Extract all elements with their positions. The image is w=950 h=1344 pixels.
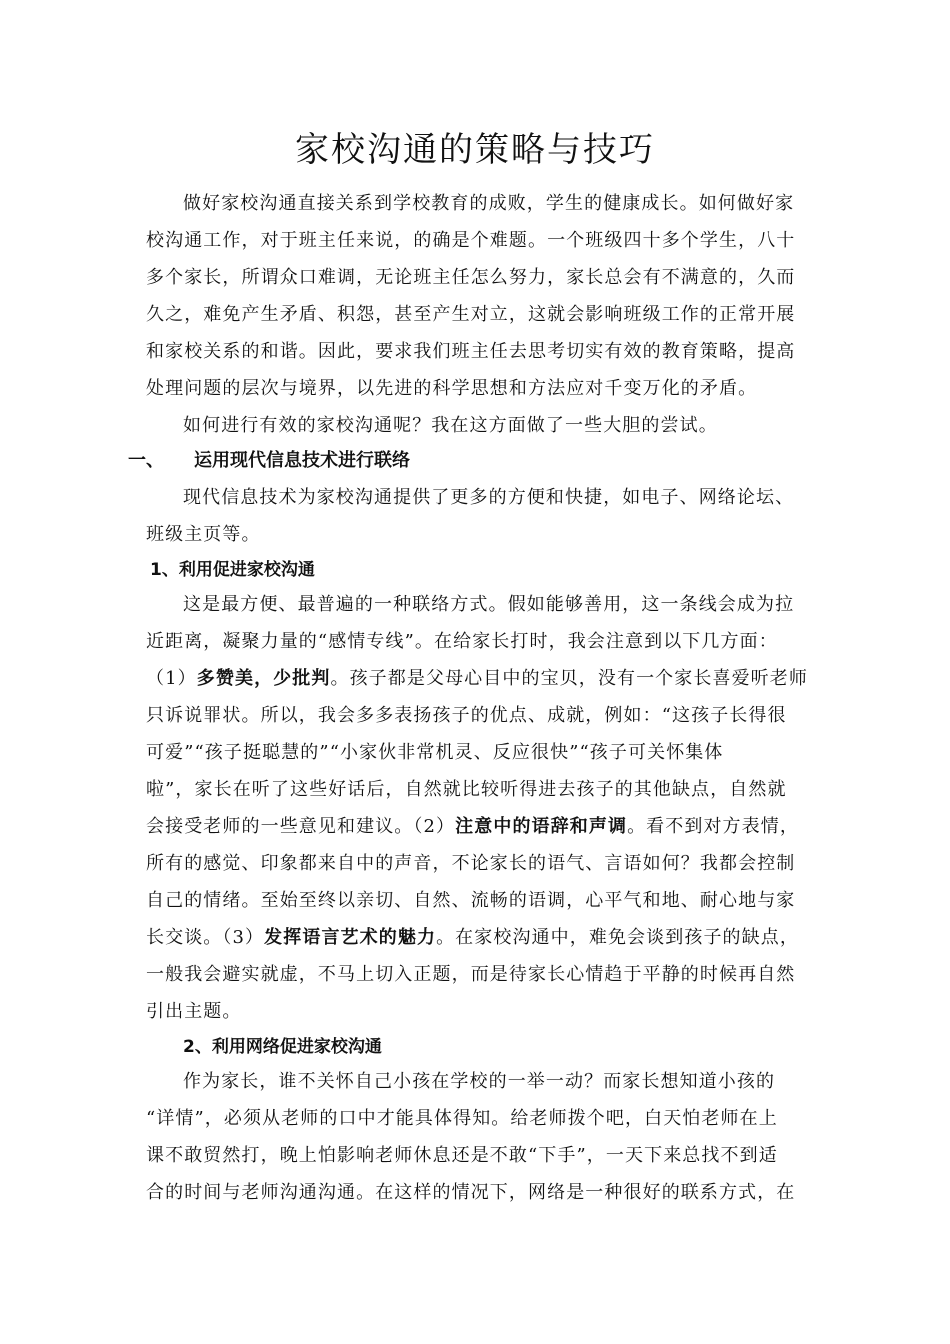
section-1-line-1: 现代信息技术为家校沟通提供了更多的方便和快捷，如电子、网络论坛、	[183, 487, 795, 508]
point-1-emphasis: 多赞美，少批判	[196, 668, 331, 689]
sub2-line-3: 课不敢贸然打，晚上怕影响老师休息还是不敢“下手”，一天下来总找不到适	[146, 1145, 778, 1166]
sub2-line-2: “详情”，必须从老师的口中才能具体得知。给老师拨个吧，白天怕老师在上	[146, 1108, 778, 1129]
page-title: 家校沟通的策略与技巧	[295, 130, 655, 170]
point-1-prefix: （1）	[146, 668, 197, 689]
sub1-point-3	[146, 924, 799, 952]
section-1-line-2: 班级主页等。	[146, 524, 261, 545]
subsection-1-heading: 1、利用促进家校沟通	[150, 560, 315, 580]
point-2-prefix: 会接受老师的一些意见和建议。（2）	[146, 816, 456, 837]
point-2-emphasis: 注意中的语辞和声调	[455, 816, 628, 837]
sub1-line-1: 这是最方便、最普遍的一种联络方式。假如能够善用，这一条线会成为拉	[183, 594, 795, 615]
section-1-number: 一、	[128, 450, 164, 471]
point-3-prefix: 长交谈。（3）	[146, 927, 265, 948]
sub1-line-12: 引出主题。	[146, 1001, 242, 1022]
sub1-line-4: 只诉说罪状。所以，我会多多表扬孩子的优点、成就，例如：“这孩子长得很	[146, 705, 787, 726]
sub1-line-6: 啦”，家长在听了这些好话后，自然就比较听得进去孩子的其他缺点，自然就	[146, 779, 787, 800]
sub1-point-1	[146, 665, 808, 693]
subsection-2-heading: 2、利用网络促进家校沟通	[183, 1037, 382, 1057]
point-3-text: 。在家校沟通中，难免会谈到孩子的缺点，	[436, 927, 799, 948]
sub1-line-5: 可爱”“孩子挺聪慧的”“小家伙非常机灵、反应很快”“孩子可关怀集体	[146, 742, 724, 763]
intro-line-2: 校沟通工作，对于班主任来说，的确是个难题。一个班级四十多个学生，八十	[146, 230, 796, 251]
section-1-heading	[128, 447, 410, 475]
intro-line-3: 多个家长，所谓众口难调，无论班主任怎么努力，家长总会有不满意的，久而	[146, 267, 796, 288]
intro-line-5: 和家校关系的和谐。因此，要求我们班主任去思考切实有效的教育策略，提高	[146, 341, 796, 362]
sub1-line-11: 一般我会避实就虚，不马上切入正题，而是待家长心情趋于平静的时候再自然	[146, 964, 796, 985]
point-3-emphasis: 发挥语言艺术的魅力	[264, 927, 437, 948]
intro-line-6: 处理问题的层次与境界，以先进的科学思想和方法应对千变万化的矛盾。	[146, 378, 758, 399]
sub2-line-4: 合的时间与老师沟通沟通。在这样的情况下，网络是一种很好的联系方式，在	[146, 1182, 796, 1203]
sub1-line-9: 自己的情绪。至始至终以亲切、自然、流畅的语调，心平气和地、耐心地与家	[146, 890, 796, 911]
sub1-line-2: 近距离，凝聚力量的“感情专线”。在给家长打时，我会注意到以下几方面：	[146, 631, 778, 652]
sub2-line-1: 作为家长，谁不关怀自己小孩在学校的一举一动？而家长想知道小孩的	[183, 1071, 776, 1092]
intro-question: 如何进行有效的家校沟通呢？我在这方面做了一些大胆的尝试。	[183, 415, 718, 436]
intro-line-4: 久之，难免产生矛盾、积怨，甚至产生对立，这就会影响班级工作的正常开展	[146, 304, 796, 325]
sub1-line-8: 所有的感觉、印象都来自中的声音，不论家长的语气、言语如何？我都会控制	[146, 853, 796, 874]
intro-line-1: 做好家校沟通直接关系到学校教育的成败，学生的健康成长。如何做好家	[183, 193, 795, 214]
point-1-text: 。孩子都是父母心目中的宝贝，没有一个家长喜爱听老师	[330, 668, 808, 689]
section-1-title: 运用现代信息技术进行联络	[194, 450, 410, 471]
sub1-point-2	[146, 813, 799, 841]
point-2-text: 。看不到对方表情，	[627, 816, 799, 837]
